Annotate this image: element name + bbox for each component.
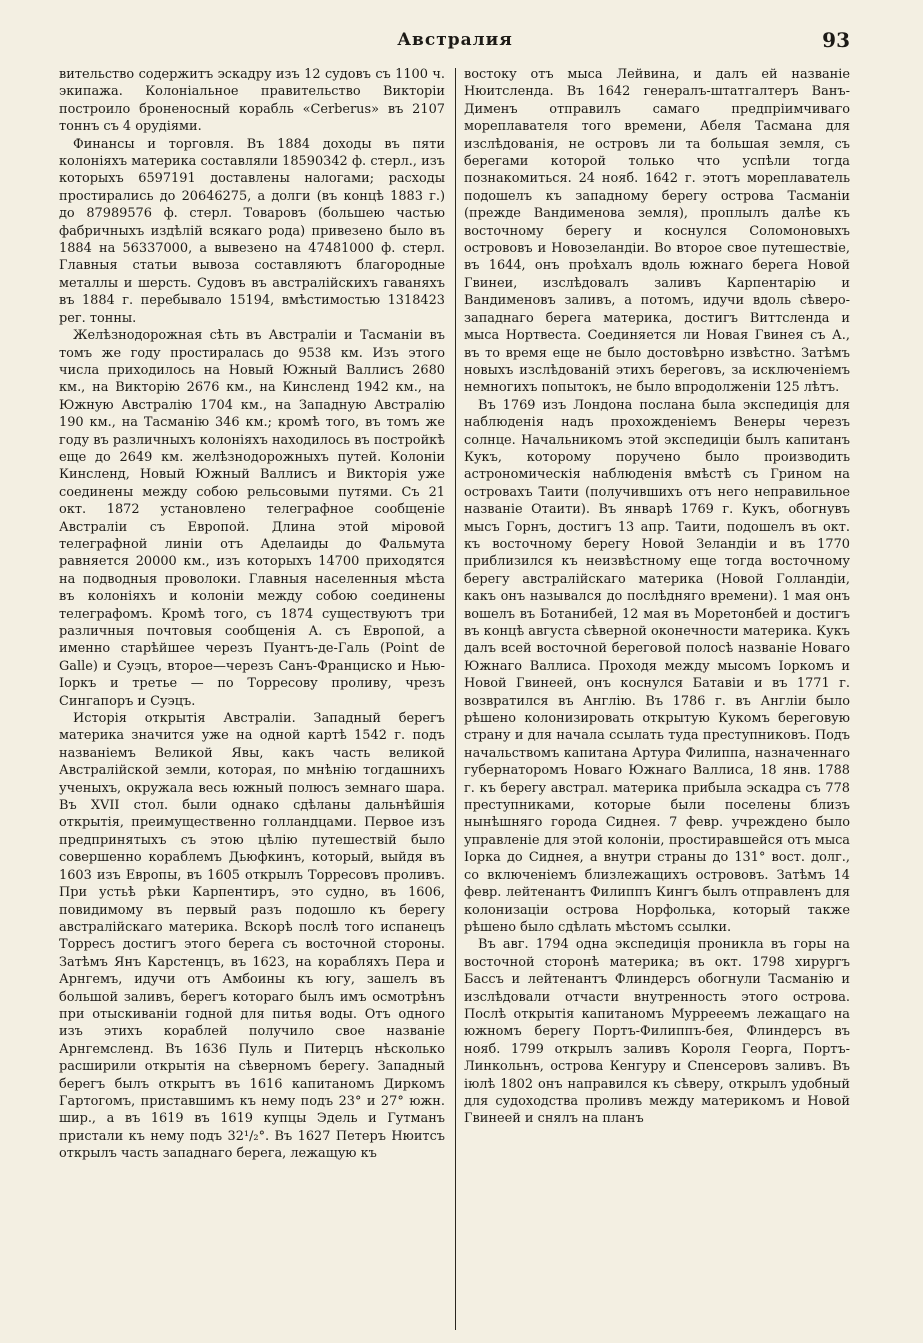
right-column bbox=[464, 66, 850, 1128]
paragraph: вительство содержитъ эскадру изъ 12 судовъ съ 1100 ч. экипажа. Колоніальное правительство Викторіи построило броненосный корабль «Cerberus» въ 2107 тоннъ съ 4 орудіями. bbox=[59, 67, 445, 135]
paragraph: Исторія открытія Австраліи. Западный берегъ материка значится уже на одной картѣ 1542 г. подъ названіемъ Великой Явы, какъ часть великой Австралійской земли, которая, по мнѣнію тогдашнихъ ученыхъ, окружала весь южный полюсъ земнаго шара. Въ XVII стол. были однако сдѣланы дальнѣйшія открытія, преимущественно голландцами. Первое изъ предпринятыхъ съ этою цѣлію путешествій было совершенно кораблемъ Дьюфкинъ, который, выйдя въ 1603 изъ Европы, въ 1605 открылъ Торресовъ проливъ. При устьѣ рѣки Карпентиръ, это судно, въ 1606, повидимому въ первый разъ подошло къ берегу австралійскаго материка. Вскорѣ послѣ того испанецъ Торресъ достигъ этого берега съ восточной стороны. Затѣмъ Янъ Карстенцъ, въ 1623, на корабляхъ Пера и Арнгемъ, идучи отъ Амбоины къ югу, зашелъ въ большой заливъ, берегъ котораго былъ имъ осмотрѣнъ при отыскиваніи годной для питья воды. Отъ одного изъ этихъ кораблей получило свое названіе Арнгемсленд. Въ 1636 Пуль и Питерцъ нѣсколько расширили открытія на сѣверномъ берегу. Западный берегъ былъ открытъ въ 1616 капитаномъ Диркомъ Гартогомъ, приставшимъ къ нему подъ 23° и 27° южн. шир., а въ 1619 въ 1619 купцы Эдель и Гутманъ пристали къ нему подъ 32¹/₂°. Въ 1627 Петеръ Нюитсъ открылъ часть западнаго берега, лежащую къ bbox=[59, 711, 445, 1162]
paragraph: Финансы и торговля. Въ 1884 доходы въ пяти колоніяхъ материка составляли 18590342 ф. стерл., изъ которыхъ 6597191 доставлены налогами; расходы простирались до 20646275, а долги (въ концѣ 1883 г.) до 87989576 ф. стерл. Товаровъ (большею частью фабричныхъ издѣлій всякаго рода) привезено было въ 1884 на 56337000, а вывезено на 47481000 ф. стерл. Главныя статьи вывоза составляютъ благородные металлы и шерсть. Судовъ въ австралійскихъ гаваняхъ въ 1884 г. перебывало 15194, вмѣстимостью 1318423 рег. тонны. bbox=[59, 136, 445, 326]
paragraph: востоку отъ мыса Лейвина, и далъ ей названіе Нюитсленда. Въ 1642 генералъ-штатгалтеръ Ванъ-Дименъ отправилъ самаго предпріимчиваго мореплавателя того времени, Абеля Тасмана для изслѣдованія, не островъ ли та большая земля, съ берегами которой только что успѣли тогда познакомиться. 24 нояб. 1642 г. этотъ мореплаватель подошелъ къ западному берегу острова Тасманіи (прежде Вандименова земля), проплылъ далѣе къ восточному берегу и коснулся Соломоновыхъ острововъ и Новозеландіи. Во второе свое путешествіе, въ 1644, онъ проѣхалъ вдоль южнаго берега Новой Гвинеи, изслѣдовалъ заливъ Карпентарію и Вандименовъ заливъ, а потомъ, идучи вдоль сѣверо-западнаго берега материка, достигъ Виттсленда и мыса Нортвеста. Соединяется ли Новая Гвинея съ А., въ то время еще не было достовѣрно извѣстно. Затѣмъ новыхъ изслѣдованій этихъ береговъ, за исключеніемъ немногихъ попытокъ, не было впродолженіи 125 лѣтъ. bbox=[464, 67, 850, 396]
paragraph: Желѣзнодорожная сѣть въ Австраліи и Тасманіи въ томъ же году простиралась до 9538 км. Изъ этого числа приходилось на Новый Южный Валлисъ 2680 км., на Викторію 2676 км., на Кинсленд 1942 км., на Южную Австралію 1704 км., на Западную Австралію 190 км., на Тасманію 346 км.; кромѣ того, въ томъ же году въ различныхъ колоніяхъ находилось въ постройкѣ еще до 2649 км. желѣзнодорожныхъ путей. Колоніи Кинсленд, Новый Южный Валлисъ и Викторія уже соединены между собою рельсовыми путями. Съ 21 окт. 1872 установлено телеграфное сообщеніе Австраліи съ Европой. Длина этой міровой телеграфной линіи отъ Аделаиды до Фальмута равняется 20000 км., изъ которыхъ 14700 приходятся на подводныя проволоки. Главныя населенныя мѣста въ колоніяхъ и колоніи между собою соединены телеграфомъ. Кромѣ того, съ 1874 существуютъ три различныя почтовыя сообщенія А. съ Европой, а именно старѣйшее черезъ Пуантъ-де-Галь (Point de Galle) и Суэцъ, второе—черезъ Санъ-Франциско и Нью-Іоркъ и третье — по Торресову проливу, чрезъ Сингапоръ и Суэцъ. bbox=[59, 328, 445, 709]
page-header bbox=[60, 30, 850, 58]
page-number: 93 bbox=[822, 28, 850, 52]
column-divider bbox=[455, 68, 456, 1330]
left-column bbox=[59, 66, 445, 1163]
paragraph: Въ 1769 изъ Лондона послана была экспедиція для наблюденія надъ прохожденіемъ Венеры черезъ солнце. Начальникомъ этой экспедиціи былъ капитанъ Кукъ, которому поручено было производить астрономическія наблюденія вмѣстѣ съ Грином на островахъ Таити (получившихъ отъ него неправильное названіе Отаити). Въ январѣ 1769 г. Кукъ, обогнувъ мысъ Горнъ, достигъ 13 апр. Таити, подошелъ въ окт. къ восточному берегу Новой Зеландіи и въ 1770 приблизился къ неизвѣстному еще тогда восточному берегу австралійскаго материка (Новой Голландіи, какъ онъ назывался до послѣдняго времени). 1 мая онъ вошелъ въ Ботанибей, 12 мая въ Моретонбей и достигъ въ концѣ августа сѣверной оконечности материка. Кукъ далъ всей восточной береговой полосѣ названіе Новаго Южнаго Валлиса. Проходя между мысомъ Іоркомъ и Новой Гвинеей, онъ коснулся Батавіи и въ 1771 г. возвратился въ Англію. Въ 1786 г. въ Англіи было рѣшено колонизировать открытую Кукомъ береговую страну и для начала ссылать туда преступниковъ. Подъ начальствомъ капитана Артура Филиппа, назначеннаго губернаторомъ Новаго Южнаго Валлиса, 18 янв. 1788 г. къ берегу австрал. материка прибыла эскадра съ 778 преступниками, которые были поселены близъ нынѣшняго города Сиднея. 7 февр. учреждено было управленіе для этой колоніи, простиравшейся отъ мыса Іорка до Сиднея, а внутри страны до 131° вост. долг., со включеніемъ близлежащихъ острововъ. Затѣмъ 14 февр. лейтенантъ Филиппъ Кингъ былъ отправленъ для колонизаціи острова Норфолька, который также рѣшено было сдѣлать мѣстомъ ссылки. bbox=[464, 397, 850, 935]
page-title: Австралия bbox=[397, 30, 513, 50]
paragraph: Въ авг. 1794 одна экспедиція проникла въ горы на восточной сторонѣ материка; въ окт. 1798 хирургъ Бассъ и лейтенантъ Флиндерсъ обогнули Тасманію и изслѣдовали отчасти внутренность этого острова. Послѣ открытія капитаномъ Муррееемъ лежащаго на южномъ берегу Портъ-Филиппъ-бея, Флиндерсъ въ нояб. 1799 открылъ заливъ Короля Георга, Портъ-Линкольнъ, острова Кенгуру и Спенсеровъ заливъ. Въ іюлѣ 1802 онъ направился къ сѣверу, открылъ удобный для судоходства проливъ между материкомъ и Новой Гвинеей и снялъ на планъ bbox=[464, 937, 850, 1127]
